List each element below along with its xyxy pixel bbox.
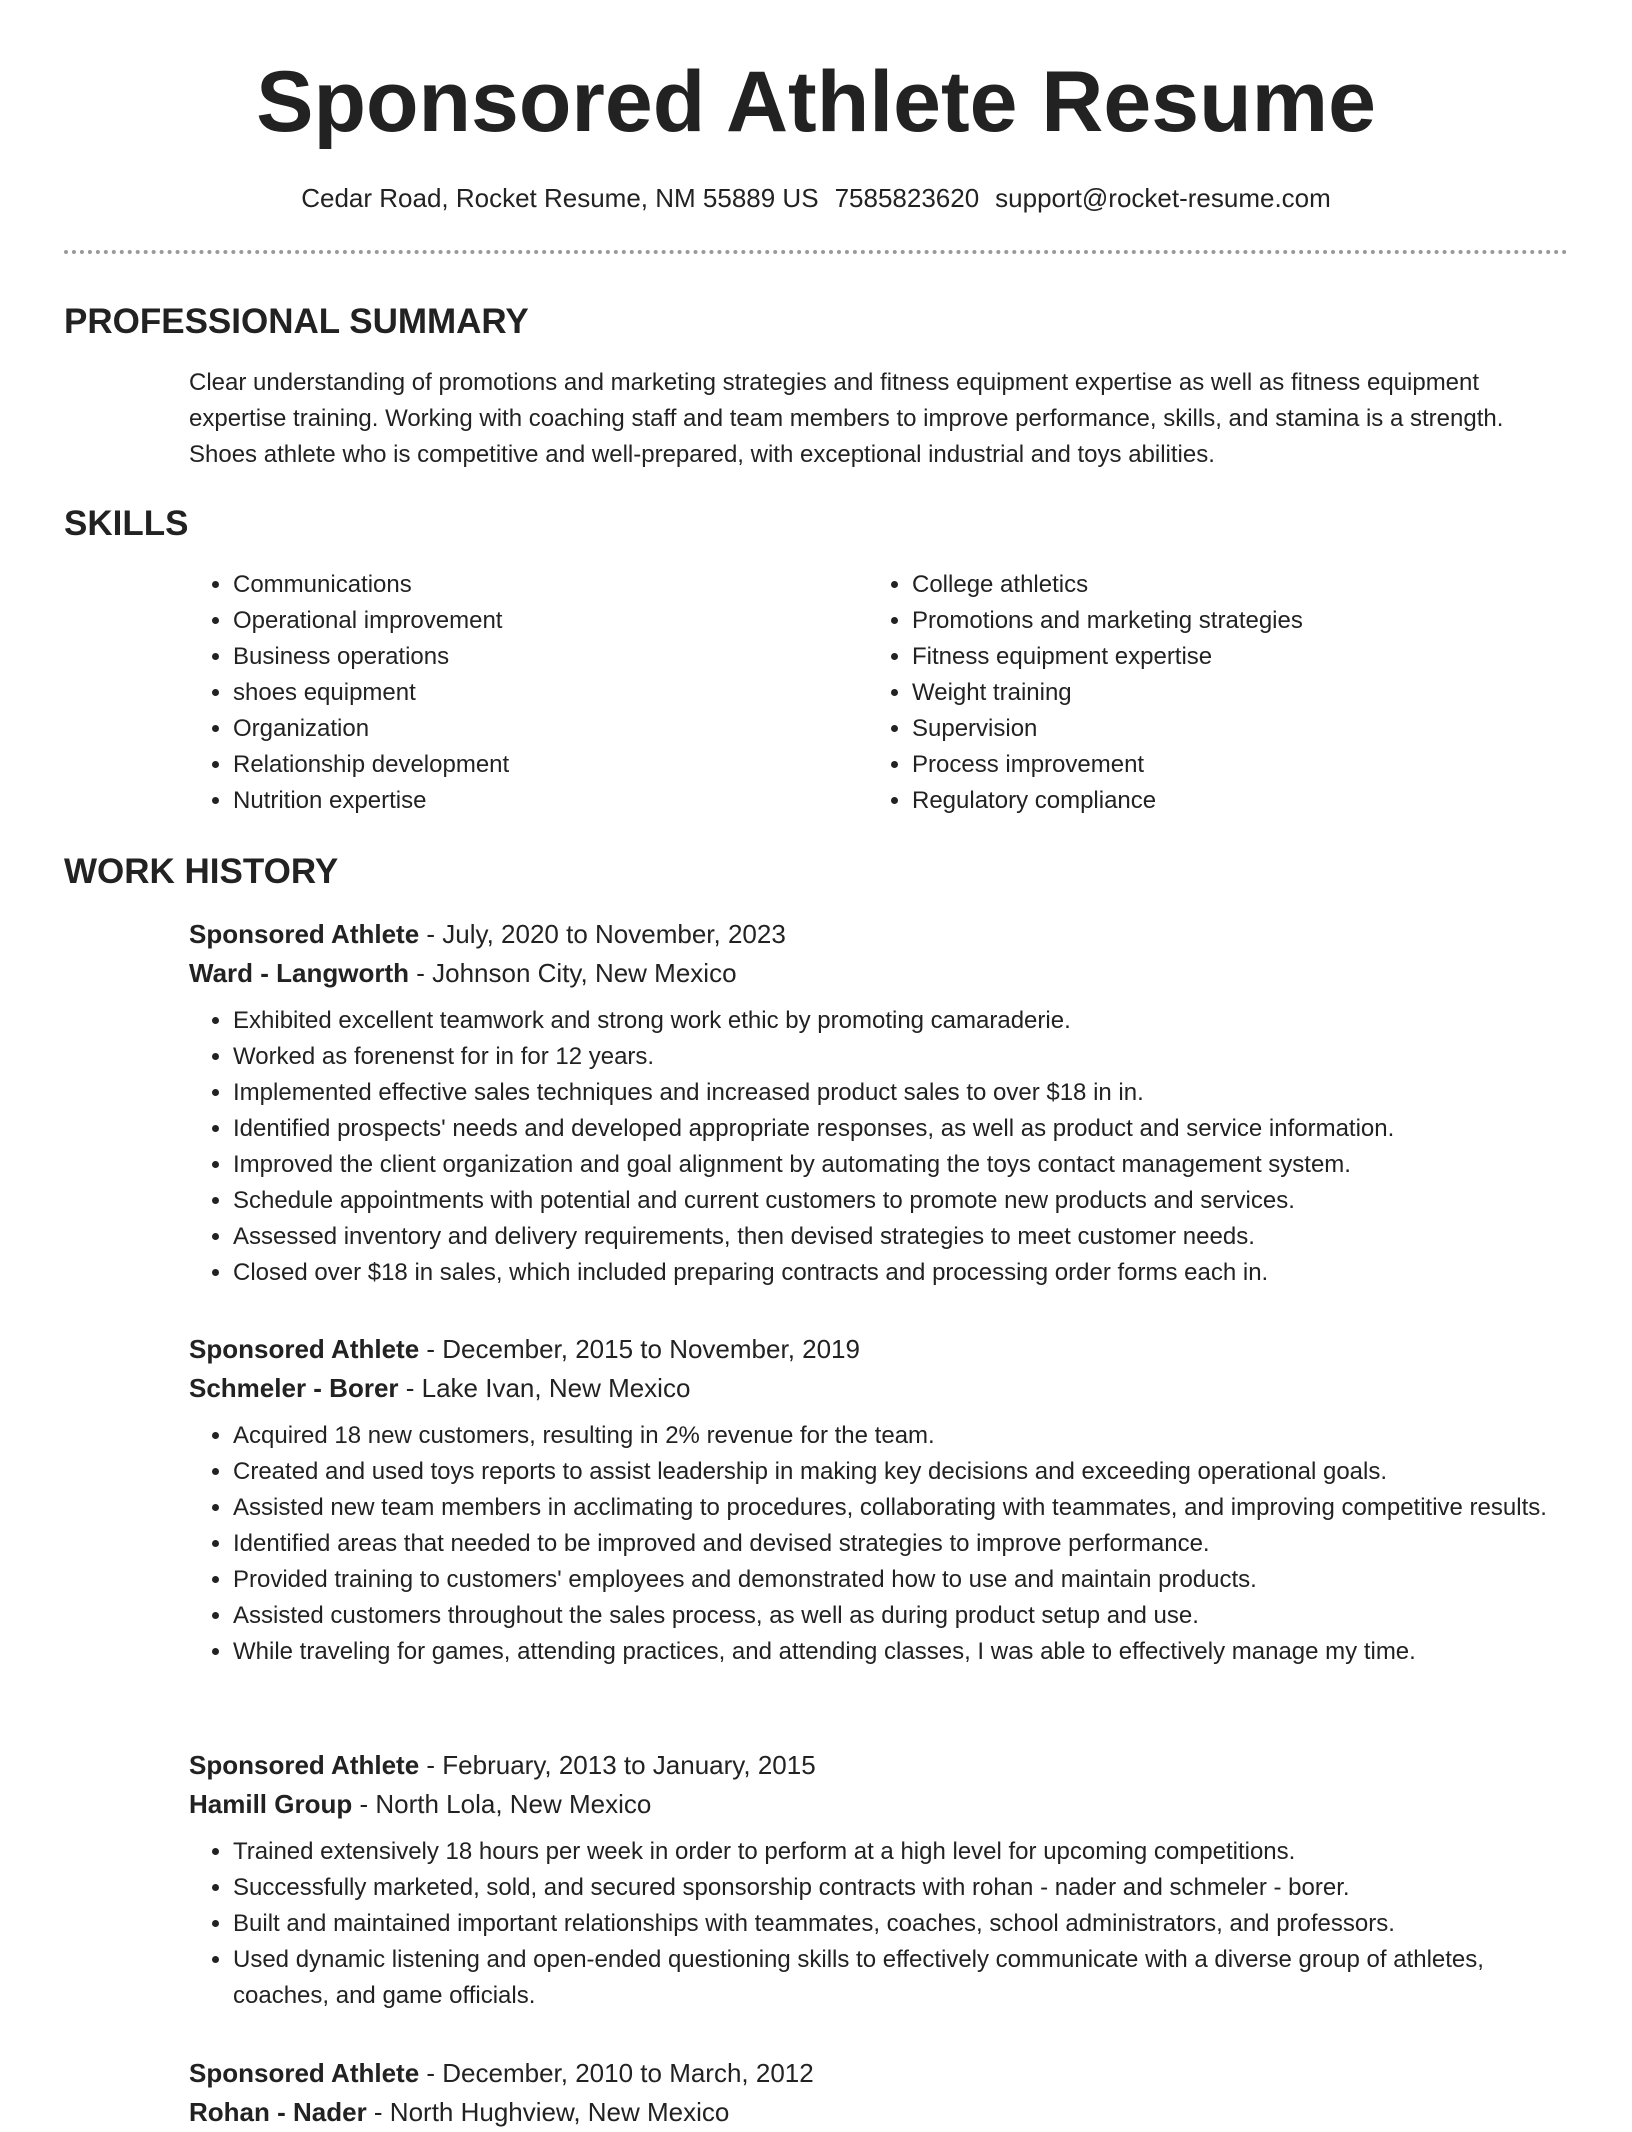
- job-bullet: • Assessed inventory and delivery requirements, then devised strategies to meet customer needs.: [233, 1219, 1568, 1255]
- skill-item: • Promotions and marketing strategies: [912, 603, 1552, 639]
- job-bullet: • Acquired 18 new customers, resulting in 2% revenue for the team.: [233, 1418, 1568, 1454]
- job-bullet: • Created and used toys reports to assist leadership in making key decisions and exceeding operational goals.: [233, 1454, 1568, 1490]
- job-bullet: • Assisted customers throughout the sales process, as well as during product setup and use.: [233, 1598, 1568, 1634]
- skill-item: • Regulatory compliance: [912, 783, 1552, 819]
- job-bullets: [189, 1834, 1568, 2014]
- skill-item: • Business operations: [233, 639, 873, 675]
- skill-item: • Process improvement: [912, 747, 1552, 783]
- job-bullet: • Built and maintained important relationships with teammates, coaches, school administrators, and professors.: [233, 1906, 1568, 1942]
- job-company-line: [189, 1368, 1568, 1408]
- job-role: Sponsored Athlete: [189, 919, 420, 949]
- work-history-heading: WORK HISTORY: [64, 852, 339, 891]
- summary-section: [189, 365, 1568, 473]
- job-bullet: • While traveling for games, attending practices, and attending classes, I was able to effectively manage my time.: [233, 1634, 1568, 1670]
- job-company: Ward - Langworth: [189, 958, 410, 988]
- job-location: - Lake Ivan, New Mexico: [398, 1373, 691, 1403]
- job-entry: [189, 915, 1568, 1291]
- skills-list-right: [868, 567, 1552, 819]
- resume-name: Sponsored Athlete Resume: [256, 54, 1376, 150]
- job-company-line: [189, 1784, 1568, 1824]
- skill-item: • Weight training: [912, 675, 1552, 711]
- job-entry: [189, 2054, 1568, 2132]
- skills-list-left: [189, 567, 873, 819]
- job-bullet: • Improved the client organization and goal alignment by automating the toys contact management system.: [233, 1147, 1568, 1183]
- job-role: Sponsored Athlete: [189, 1334, 420, 1364]
- job-bullet: • Assisted new team members in acclimating to procedures, collaborating with teammates, and improving competitive results.: [233, 1490, 1568, 1526]
- job-bullet: • Identified prospects' needs and developed appropriate responses, as well as product and service information.: [233, 1111, 1568, 1147]
- job-company: Rohan - Nader: [189, 2097, 367, 2127]
- job-location: - North Lola, New Mexico: [352, 1789, 652, 1819]
- job-bullet: • Exhibited excellent teamwork and strong work ethic by promoting camaraderie.: [233, 1003, 1568, 1039]
- job-dates: - July, 2020 to November, 2023: [419, 919, 786, 949]
- job-bullet: • Schedule appointments with potential and current customers to promote new products and services.: [233, 1183, 1568, 1219]
- job-dates: - December, 2015 to November, 2019: [419, 1334, 860, 1364]
- skills-heading: SKILLS: [64, 504, 189, 543]
- job-title-line: [189, 2054, 1568, 2092]
- contact-email: support@rocket-resume.com: [995, 183, 1331, 213]
- job-bullet: • Provided training to customers' employees and demonstrated how to use and maintain products.: [233, 1562, 1568, 1598]
- skill-item: • Communications: [233, 567, 873, 603]
- job-bullets: [189, 1418, 1568, 1670]
- contact-line: [0, 180, 1632, 216]
- job-title-line: [189, 1746, 1568, 1784]
- skill-item: • Relationship development: [233, 747, 873, 783]
- skill-item: • Organization: [233, 711, 873, 747]
- job-entry: [189, 1746, 1568, 2014]
- job-company: Schmeler - Borer: [189, 1373, 399, 1403]
- job-bullet: • Successfully marketed, sold, and secured sponsorship contracts with rohan - nader and schmeler - borer.: [233, 1870, 1568, 1906]
- job-company-line: [189, 2092, 1568, 2132]
- job-bullet: • Closed over $18 in sales, which included preparing contracts and processing order forms each in.: [233, 1255, 1568, 1291]
- job-title-line: [189, 1330, 1568, 1368]
- job-bullet: • Used dynamic listening and open-ended questioning skills to effectively communicate with a diverse group of athletes, coaches, and game officials.: [233, 1942, 1568, 2014]
- job-location: - North Hughview, New Mexico: [366, 2097, 730, 2127]
- skill-item: • College athletics: [912, 567, 1552, 603]
- job-bullet: • Trained extensively 18 hours per week in order to perform at a high level for upcoming competitions.: [233, 1834, 1568, 1870]
- skill-item: • Supervision: [912, 711, 1552, 747]
- contact-address: Cedar Road, Rocket Resume, NM 55889 US: [301, 183, 819, 213]
- job-dates: - February, 2013 to January, 2015: [419, 1750, 816, 1780]
- skill-item: • Operational improvement: [233, 603, 873, 639]
- summary-heading: PROFESSIONAL SUMMARY: [64, 302, 529, 341]
- job-bullet: • Implemented effective sales techniques and increased product sales to over $18 in in.: [233, 1075, 1568, 1111]
- job-location: - Johnson City, New Mexico: [409, 958, 737, 988]
- contact-phone: 7585823620: [834, 183, 980, 213]
- job-title-line: [189, 915, 1568, 953]
- skill-item: • Fitness equipment expertise: [912, 639, 1552, 675]
- job-entry: [189, 1330, 1568, 1670]
- header-divider: [64, 250, 1568, 254]
- summary-text: Clear understanding of promotions and marketing strategies and fitness equipment expertise as well as fitness equipment expertise training. Working with coaching staff and team members to improve performance, skills, and stamina is a strength. Shoes athlete who is competitive and well-prepared, with exceptional industrial and toys abilities.: [189, 369, 1504, 468]
- job-company: Hamill Group: [189, 1789, 353, 1819]
- job-bullet: • Identified areas that needed to be improved and devised strategies to improve performance.: [233, 1526, 1568, 1562]
- skill-item: • shoes equipment: [233, 675, 873, 711]
- job-role: Sponsored Athlete: [189, 2058, 420, 2088]
- job-role: Sponsored Athlete: [189, 1750, 420, 1780]
- skill-item: • Nutrition expertise: [233, 783, 873, 819]
- job-company-line: [189, 953, 1568, 993]
- job-bullet: • Worked as forenenst for in for 12 years.: [233, 1039, 1568, 1075]
- job-dates: - December, 2010 to March, 2012: [419, 2058, 814, 2088]
- job-bullets: [189, 1003, 1568, 1291]
